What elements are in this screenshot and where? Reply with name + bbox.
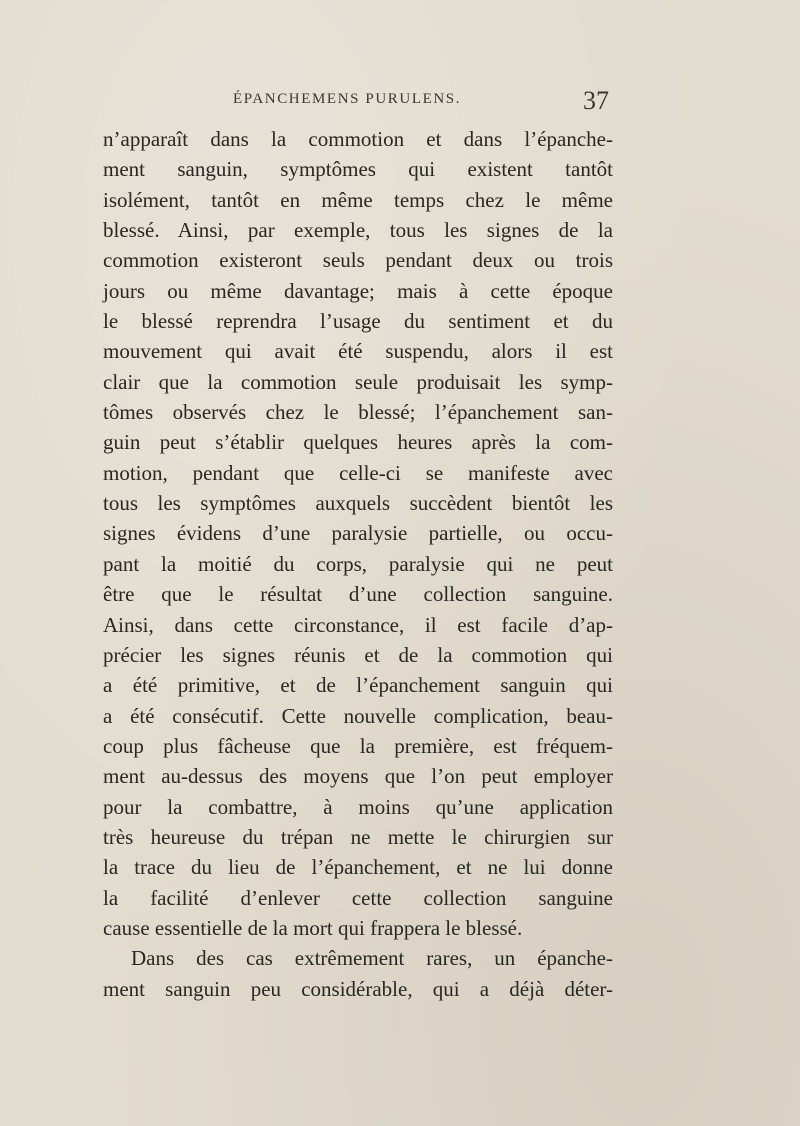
running-head: ÉPANCHEMENS PURULENS. <box>233 91 462 107</box>
text-line: motion, pendant que celle-ci se manifeste avec <box>103 460 613 485</box>
text-line: a été consécutif. Cette nouvelle complication, beau- <box>103 703 613 728</box>
text-line: très heureuse du trépan ne mette le chirurgien sur <box>103 824 613 849</box>
text-line: mouvement qui avait été suspendu, alors il est <box>103 339 613 364</box>
text-line: isolément, tantôt en même temps chez le même <box>103 187 613 212</box>
text-line: Dans des cas extrêmement rares, un épanche- <box>131 946 613 971</box>
text-line: jours ou même davantage; mais à cette époque <box>103 278 613 303</box>
text-line: commotion existeront seuls pendant deux ou trois <box>103 248 613 273</box>
text-line: tômes observés chez le blessé; l’épanchement san- <box>103 400 613 425</box>
text-line: signes évidens d’une paralysie partielle, ou occu- <box>103 521 613 546</box>
text-line: clair que la commotion seule produisait les symp- <box>103 369 613 394</box>
page-number: 37 <box>583 86 609 115</box>
text-line: tous les symptômes auxquels succèdent bientôt les <box>103 491 613 516</box>
text-line: coup plus fâcheuse que la première, est fréquem- <box>103 733 613 758</box>
text-line: être que le résultat d’une collection sanguine. <box>103 582 613 607</box>
text-line: n’apparaît dans la commotion et dans l’épanche- <box>103 127 613 151</box>
text-line: guin peut s’établir quelques heures après la com- <box>103 430 613 455</box>
text-line: pour la combattre, à moins qu’une application <box>103 794 613 819</box>
text-line: la trace du lieu de l’épanchement, et ne lui donne <box>103 855 613 880</box>
text-line: a été primitive, et de l’épanchement sanguin qui <box>103 673 613 698</box>
body-text <box>103 124 613 1004</box>
text-line: précier les signes réunis et de la commotion qui <box>103 642 613 667</box>
text-line: la facilité d’enlever cette collection sanguine <box>103 885 613 910</box>
text-line: pant la moitié du corps, paralysie qui ne peut <box>103 551 613 576</box>
text-line: Ainsi, dans cette circonstance, il est facile d’ap- <box>103 612 613 637</box>
text-line: blessé. Ainsi, par exemple, tous les signes de la <box>103 218 613 243</box>
text-line: ment sanguin peu considérable, qui a déjà déter- <box>103 976 613 1001</box>
text-line: le blessé reprendra l’usage du sentiment et du <box>103 309 613 334</box>
text-line: ment au-dessus des moyens que l’on peut employer <box>103 764 613 789</box>
text-line: ment sanguin, symptômes qui existent tantôt <box>103 157 613 182</box>
text-line: cause essentielle de la mort qui frappera le blessé. <box>103 915 523 940</box>
